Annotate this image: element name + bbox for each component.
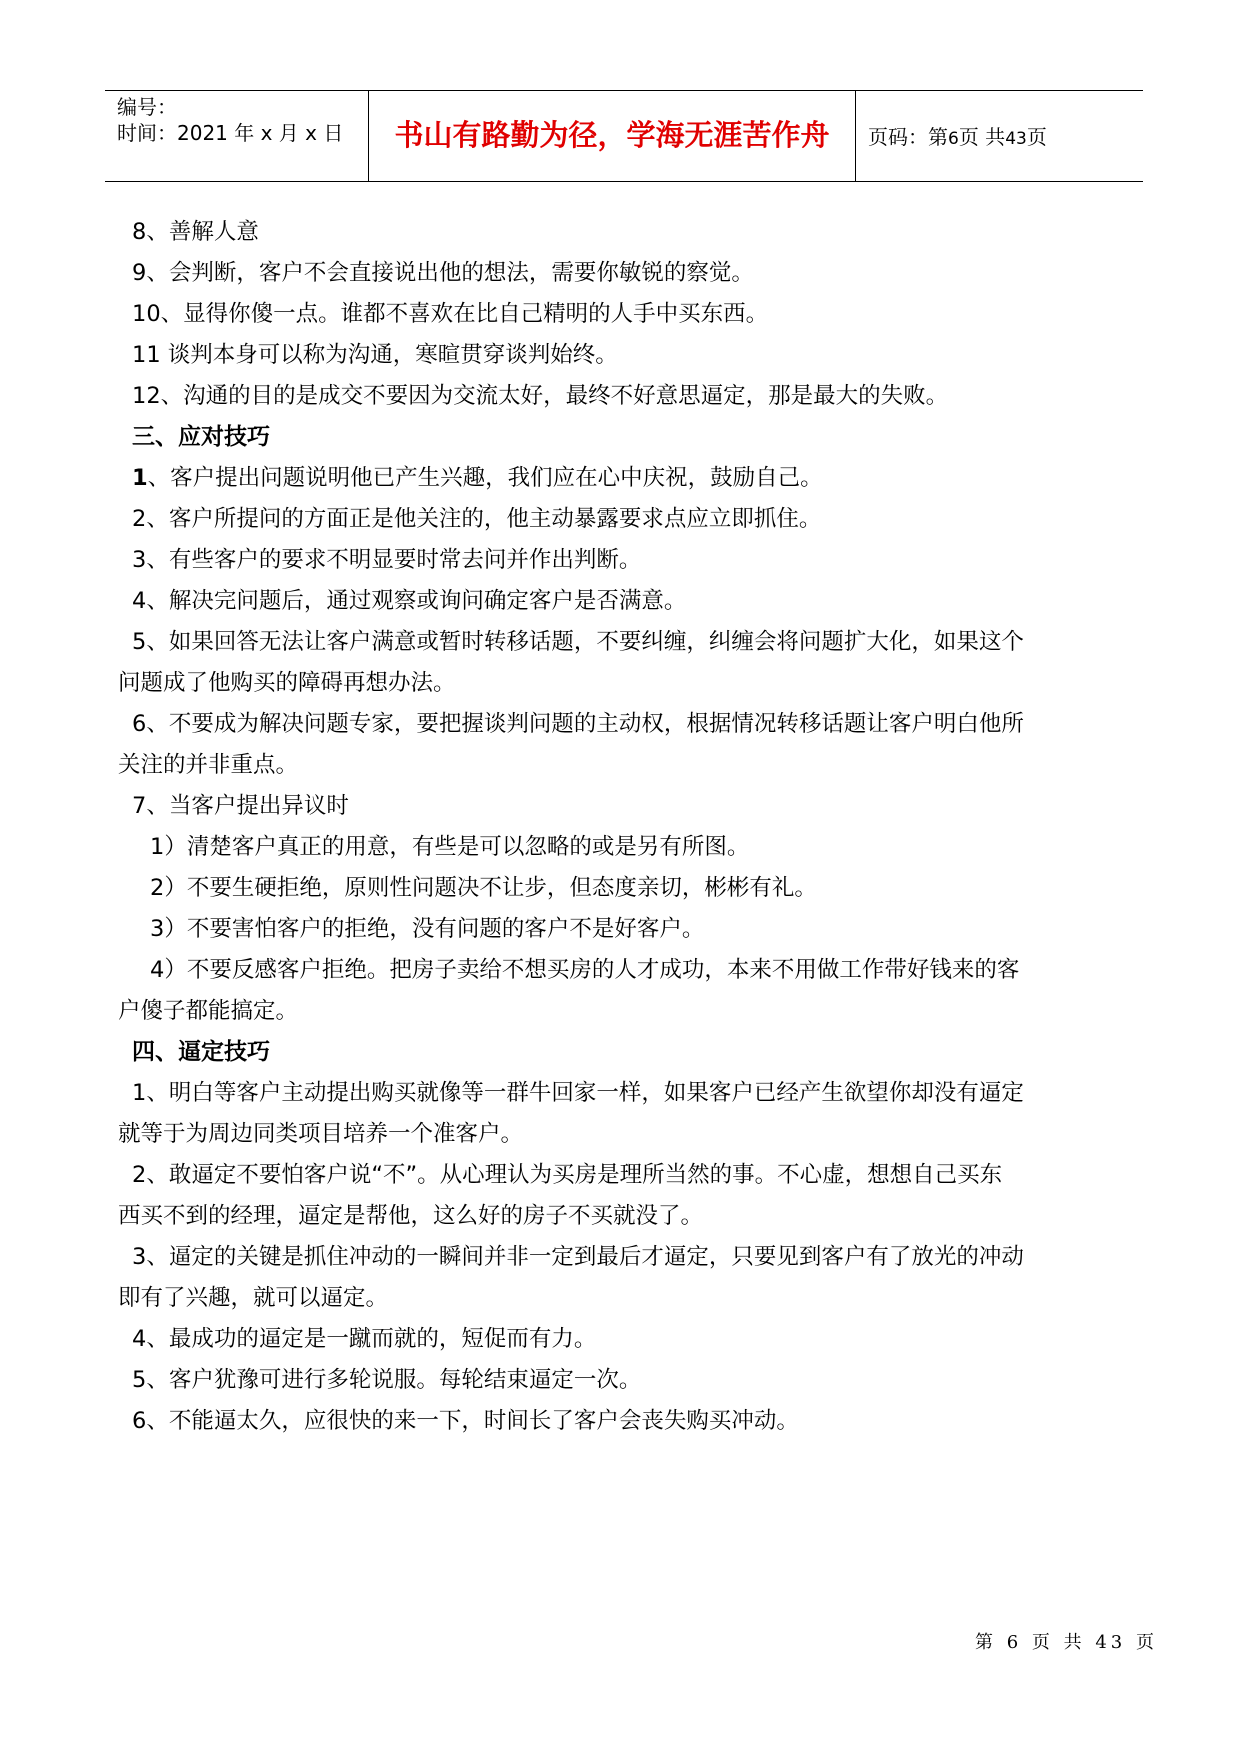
- body-line: 关注的并非重点。: [118, 752, 299, 778]
- page-footer: 第 6 页 共 43 页: [975, 1632, 1158, 1653]
- body-line: 西买不到的经理，逼定是帮他，这么好的房子不买就没了。: [118, 1203, 704, 1229]
- page-current: 6: [948, 129, 959, 149]
- body-line: [132, 464, 823, 492]
- section-heading: 三、应对技巧: [132, 424, 270, 450]
- header-info-cell: [105, 91, 369, 181]
- header-page-cell: [856, 91, 1143, 181]
- body-line: 就等于为周边同类项目培养一个准客户。: [118, 1121, 524, 1147]
- page-header: [105, 90, 1143, 182]
- body-line: 4、解决完问题后，通过观察或询问确定客户是否满意。: [132, 588, 687, 614]
- body-line: 8、善解人意: [132, 219, 259, 245]
- page-suffix: 页: [1026, 125, 1047, 149]
- body-line: 2）不要生硬拒绝，原则性问题决不让步，但态度亲切，彬彬有礼。: [150, 875, 817, 901]
- body-line: 2、敢逼定不要怕客户说“不”。从心理认为买房是理所当然的事。不心虚，想想自己买东: [132, 1162, 1003, 1188]
- header-page-number: [868, 125, 1047, 151]
- body-line: 1、明白等客户主动提出购买就像等一群牛回家一样，如果客户已经产生欲望你却没有逼定: [132, 1080, 1024, 1106]
- page-total: 43: [1005, 129, 1027, 149]
- body-line: 5、如果回答无法让客户满意或暂时转移话题，不要纠缠，纠缠会将问题扩大化，如果这个: [132, 629, 1024, 655]
- body-line: 3）不要害怕客户的拒绝，没有问题的客户不是好客户。: [150, 916, 705, 942]
- document-number-label: 编号：: [117, 95, 177, 119]
- body-line: 4、最成功的逼定是一蹴而就的，短促而有力。: [132, 1326, 597, 1352]
- header-motto-cell: [369, 91, 856, 181]
- body-line: 7、当客户提出异议时: [132, 793, 349, 819]
- body-line: 4）不要反感客户拒绝。把房子卖给不想买房的人才成功，本来不用做工作带好钱来的客: [150, 957, 1020, 983]
- body-line: 5、客户犹豫可进行多轮说服。每轮结束逼定一次。: [132, 1367, 642, 1393]
- body-line: 即有了兴趣，就可以逼定。: [118, 1285, 389, 1311]
- document-time-label: 时间：2021 年 x 月 x 日: [117, 121, 344, 145]
- body-line: 9、会判断，客户不会直接说出他的想法，需要你敏锐的察觉。: [132, 260, 754, 286]
- bold-number: 1: [132, 465, 148, 491]
- body-line: 6、不能逼太久，应很快的来一下，时间长了客户会丧失购买冲动。: [132, 1408, 799, 1434]
- body-line: 3、有些客户的要求不明显要时常去问并作出判断。: [132, 547, 642, 573]
- section-heading: 四、逼定技巧: [132, 1039, 270, 1065]
- page-prefix: 页码：第: [868, 125, 948, 149]
- body-line: 6、不要成为解决问题专家，要把握谈判问题的主动权，根据情况转移话题让客户明白他所: [132, 711, 1024, 737]
- body-line: 3、逼定的关键是抓住冲动的一瞬间并非一定到最后才逼定，只要见到客户有了放光的冲动: [132, 1244, 1024, 1270]
- body-line: 问题成了他购买的障碍再想办法。: [118, 670, 456, 696]
- body-line: 2、客户所提问的方面正是他关注的，他主动暴露要求点应立即抓住。: [132, 506, 822, 532]
- body-line: 12、沟通的目的是成交不要因为交流太好，最终不好意思逼定，那是最大的失败。: [132, 383, 949, 409]
- motto-text: 书山有路勤为径，学海无涯苦作舟: [394, 118, 830, 152]
- body-line: 1）清楚客户真正的用意，有些是可以忽略的或是另有所图。: [150, 834, 750, 860]
- page-mid: 页 共: [958, 125, 1006, 149]
- body-line: 11 谈判本身可以称为沟通，寒暄贯穿谈判始终。: [132, 342, 618, 368]
- body-line: 户傻子都能搞定。: [118, 998, 299, 1024]
- body-line: 10、显得你傻一点。谁都不喜欢在比自己精明的人手中买东西。: [132, 301, 769, 327]
- body-line-text: 、客户提出问题说明他已产生兴趣，我们应在心中庆祝，鼓励自己。: [147, 465, 823, 491]
